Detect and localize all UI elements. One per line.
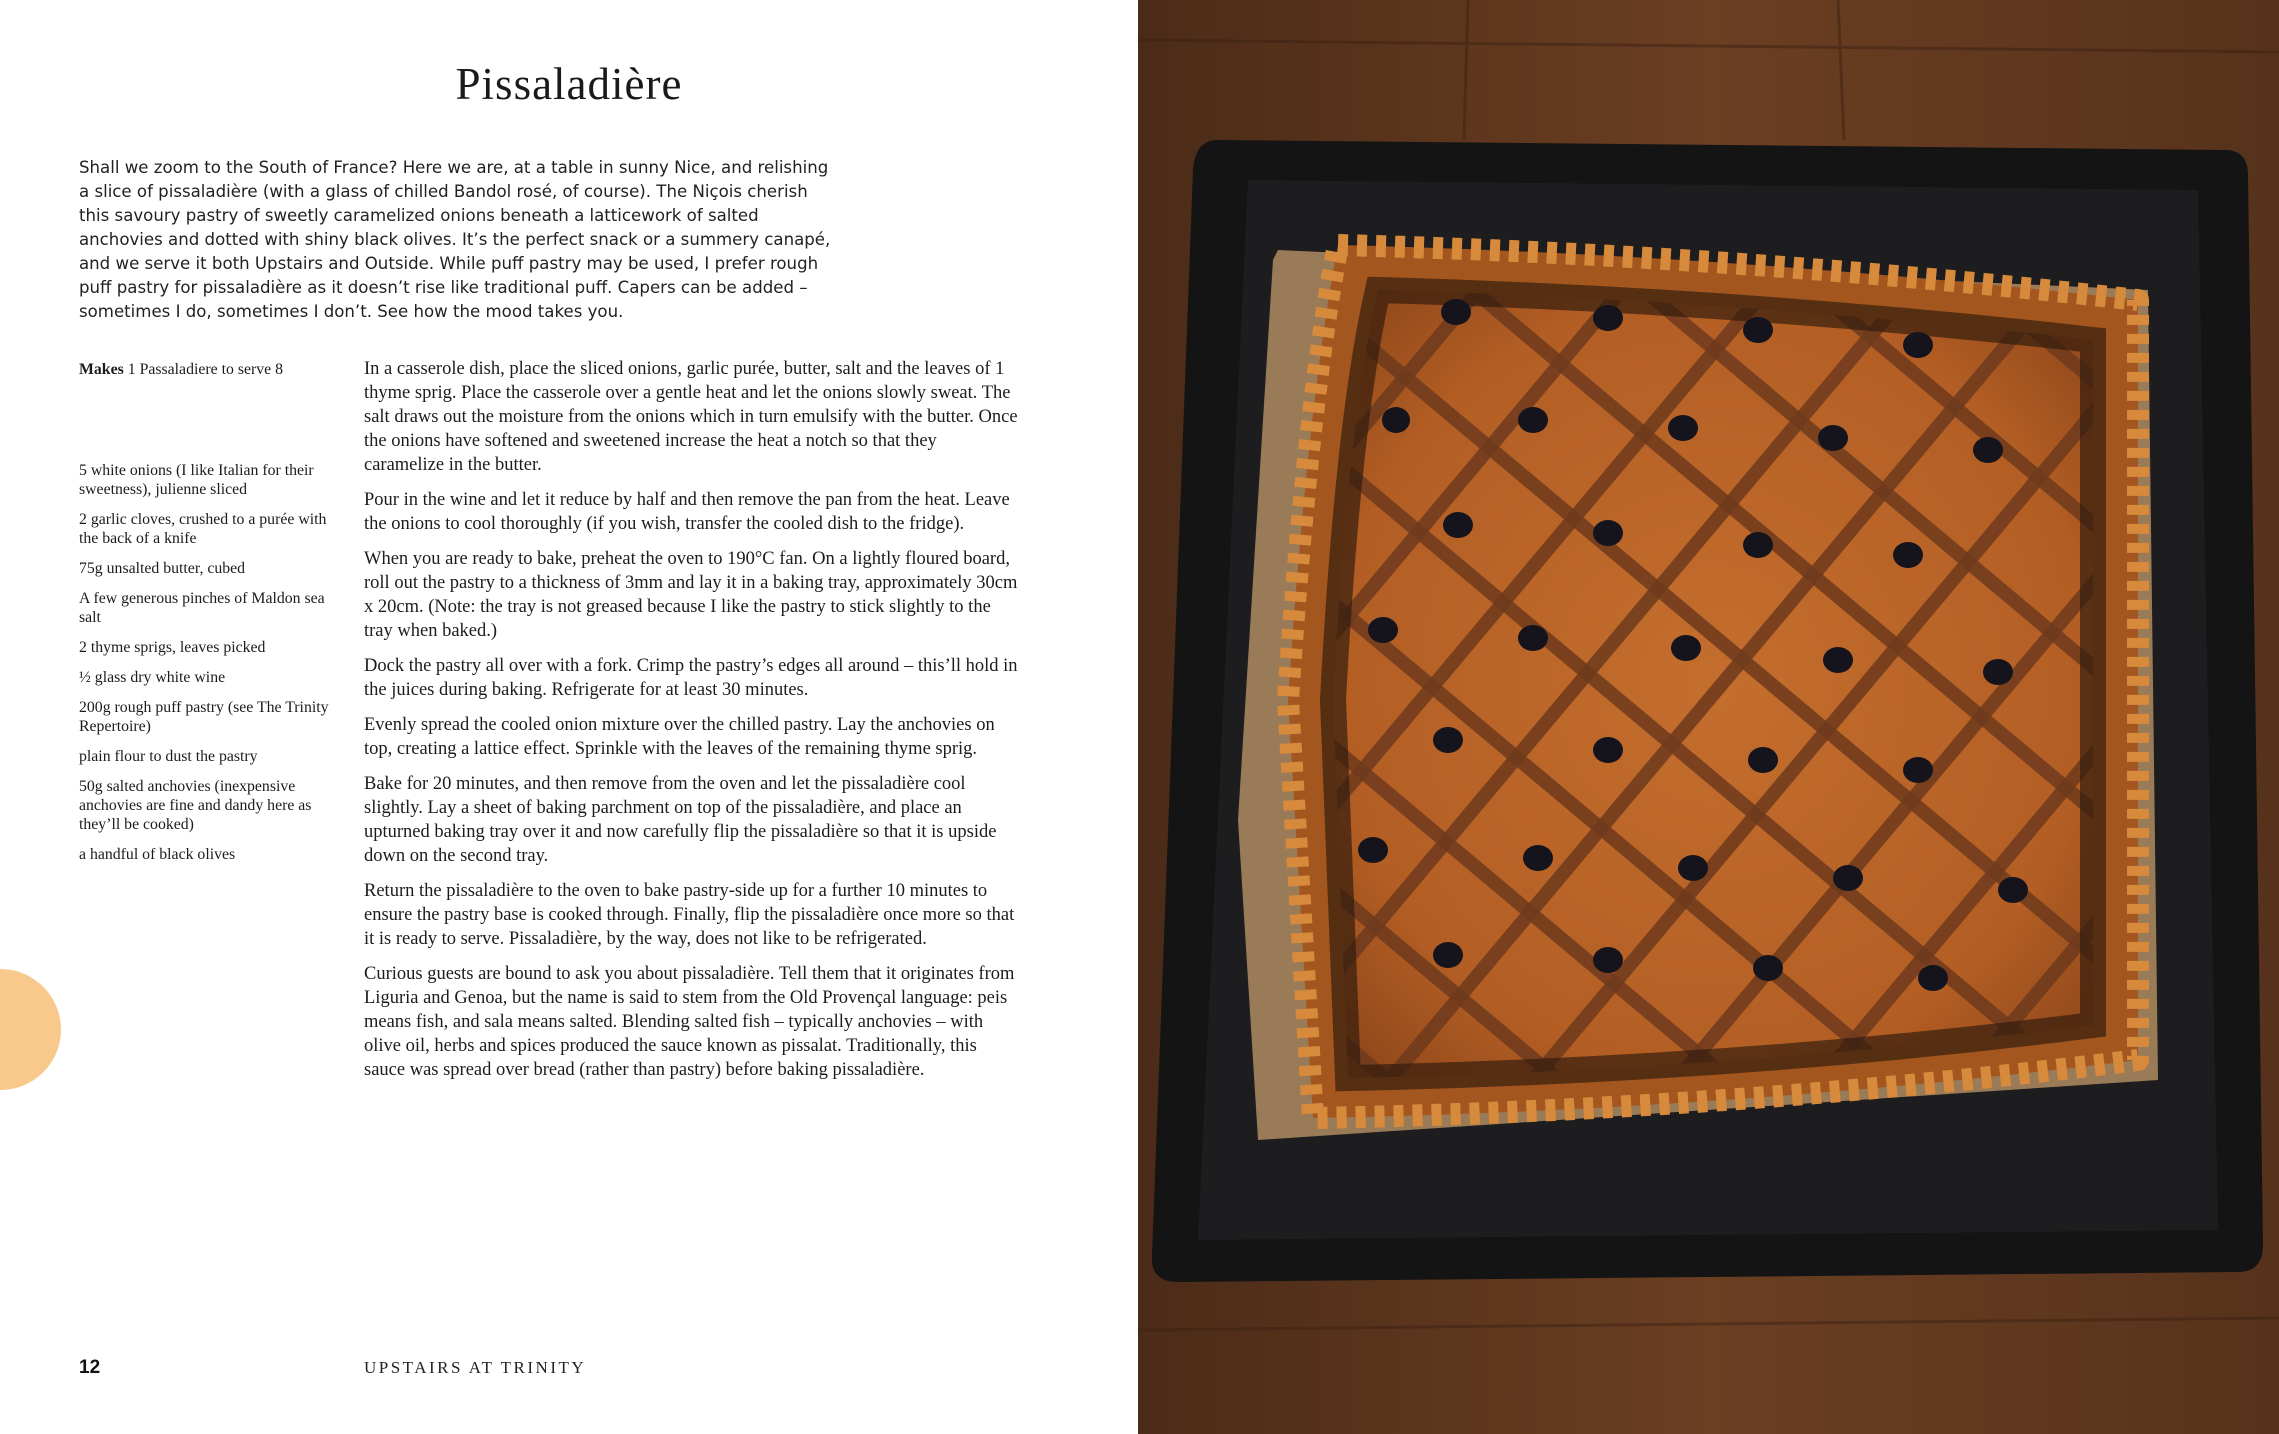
- photo-illustration: [1138, 0, 2279, 1434]
- method-step: Pour in the wine and let it reduce by half and then remove the pan from the heat. Leave the onions to cool thoroughly (if you wish, transfer the cooled dish to the fridge).: [364, 490, 1010, 534]
- method-step: Evenly spread the cooled onion mixture over the chilled pastry. Lay the anchovies on top, creating a lattice effect. Sprinkle with the leaves of the remaining thyme sprig.: [364, 715, 995, 759]
- left-page: [0, 0, 1138, 1434]
- method-step: In a casserole dish, place the sliced onions, garlic purée, butter, salt and the leaves of 1 thyme sprig. Place the casserole over a gentle heat and let the onions slowly sweat. The salt draws out the moisture from the onions which in turn emulsify with the butter. Once the onions have softened and sweetened increase the heat a notch so that they caramelize in the butter.: [364, 359, 1018, 475]
- ingredient-item: 5 white onions (I like Italian for their sweetness), julienne sliced: [79, 462, 314, 498]
- accent-circle: [0, 969, 61, 1090]
- intro-paragraph: Shall we zoom to the South of France? Here we are, at a table in sunny Nice, and relishing a slice of pissaladière (with a glass of chilled Bandol rosé, of course). The Niçois cherish this savoury pastry of sweetly caramelized onions beneath a latticework of salted anchovies and dotted with shiny black olives. It’s the perfect snack or a summery canapé, and we serve it both Upstairs and Outside. While puff pastry may be used, I prefer rough puff pastry for pissaladière as it doesn’t rise like traditional puff. Capers can be added – sometimes I do, sometimes I don’t. See how the mood takes you.: [79, 158, 831, 321]
- method-column: [364, 357, 1019, 1093]
- makes-label: Makes: [79, 361, 124, 378]
- pissaladiere-photo: [1138, 0, 2279, 1434]
- ingredient-item: 200g rough puff pastry (see The Trinity Repertoire): [79, 699, 329, 735]
- running-head: UPSTAIRS AT TRINITY: [364, 1358, 587, 1377]
- method-step: When you are ready to bake, preheat the oven to 190°C fan. On a lightly floured board, roll out the pastry to a thickness of 3mm and lay it in a baking tray, approximately 30cm x 20cm. (Note: the tray is not greased because I like the pastry to stick slightly to the tray when baked.): [364, 549, 1018, 641]
- method-step: Return the pissaladière to the oven to bake pastry-side up for a further 10 minutes to ensure the pastry base is cooked through. Finally, flip the pissaladière once more so that it is ready to serve. Pissaladière, by the way, does not like to be refrigerated.: [364, 881, 1015, 949]
- makes-text: 1 Passaladiere to serve 8: [127, 361, 284, 378]
- ingredient-item: 2 garlic cloves, crushed to a purée with the back of a knife: [79, 511, 327, 547]
- method-step: Dock the pastry all over with a fork. Crimp the pastry’s edges all around – this’ll hold in the juices during baking. Refrigerate for at least 30 minutes.: [364, 656, 1018, 700]
- makes-line: [79, 360, 334, 379]
- method-step: Curious guests are bound to ask you about pissaladière. Tell them that it originates from Liguria and Genoa, but the name is said to stem from the Old Provençal language: peis means fish, and sala means salted. Blending salted fish – typically anchovies – with olive oil, herbs and spices produced the sauce known as pissalat. Traditionally, this sauce was spread over bread (rather than pastry) before baking pissaladière.: [364, 964, 1015, 1080]
- ingredient-item: A few generous pinches of Maldon sea salt: [79, 590, 325, 626]
- ingredient-item: plain flour to dust the pastry: [79, 748, 258, 765]
- ingredient-item: 50g salted anchovies (inexpensive anchovies are fine and dandy here as they’ll be cooked): [79, 778, 312, 833]
- ingredient-item: ½ glass dry white wine: [79, 669, 226, 686]
- ingredients-column: [79, 360, 334, 875]
- method-step: Bake for 20 minutes, and then remove from the oven and let the pissaladière cool slightly. Lay a sheet of baking parchment on top of the pissaladière, and place an upturned baking tray over it and now carefully flip the pissaladière so that it is upside down on the second tray.: [364, 774, 997, 866]
- ingredient-item: a handful of black olives: [79, 846, 236, 863]
- page-title: Pissaladière: [455, 59, 683, 109]
- ingredient-item: 75g unsalted butter, cubed: [79, 560, 246, 577]
- page-number: 12: [79, 1357, 101, 1378]
- ingredient-item: 2 thyme sprigs, leaves picked: [79, 639, 266, 656]
- ingredient-list: [79, 461, 334, 864]
